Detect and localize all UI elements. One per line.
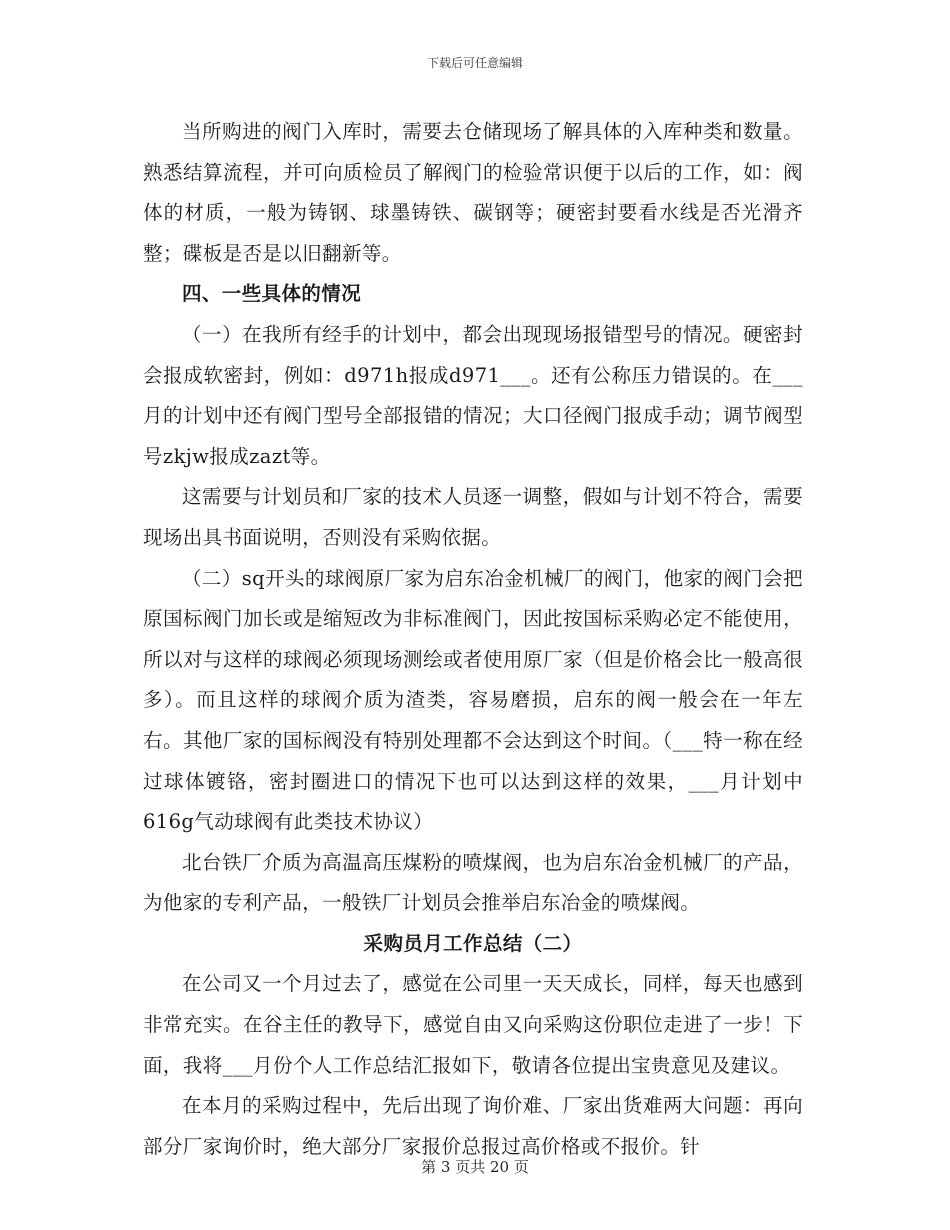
paragraph-adjustment: 这需要与计划员和厂家的技术人员逐一调整，假如与计划不符合，需要现场出具书面说明，否则没有采购依据。 <box>143 485 803 549</box>
page-header: 下载后可任意编辑 <box>426 56 523 70</box>
section-heading-specific-situations: 四、一些具体的情况 <box>182 282 362 306</box>
paragraph-warehouse: 当所购进的阀门入库时，需要去仓储现场了解具体的入库种类和数量。熟悉结算流程，并可向质检员了解阀门的检验常识便于以后的工作，如：阀体的材质，一般为铸钢、球墨铸铁、碳钢等；硬密封要看水线是否光滑齐整；碟板是否是以旧翻新等。 <box>143 120 803 265</box>
paragraph-beitai: 北台铁厂介质为高温高压煤粉的喷煤阀，也为启东冶金机械厂的产品，为他家的专利产品，一般铁厂计划员会推举启东冶金的喷煤阀。 <box>143 850 803 915</box>
document-body <box>143 112 803 1167</box>
paragraph-item-two: （二）sq开头的球阀原厂家为启东冶金机械厂的阀门，他家的阀门会把原国标阀门加长或是缩短改为非标准阀门，因此按国标采购必定不能使用，所以对与这样的球阀必须现场测绘或者使用原厂家（但是价格会比一般高很多）。而且这样的球阀介质为渣类，容易磨损，启东的阀一般会在一年左右。其他厂家的国标阀没有特别处理都不会达到这个时间。（___特一称在经过球体镀铬，密封圈进口的情况下也可以达到这样的效果，___月计划中616g气动球阀有此类技术协议） <box>143 566 803 834</box>
page-footer: 第 3 页共 20 页 <box>421 1158 529 1176</box>
paragraph-month-review: 在公司又一个月过去了，感觉在公司里一天天成长，同样，每天也感到非常充实。在谷主任的教导下，感觉自由又向采购这份职位走进了一步！下面，我将___月份个人工作总结汇报如下，敬请各位提出宝贵意见及建议。 <box>143 972 803 1077</box>
paragraph-item-one: （一）在我所有经手的计划中，都会出现现场报错型号的情况。硬密封会报成软密封，例如：d971h报成d971___。还有公称压力错误的。在___月的计划中还有阀门型号全部报错的情况；大口径阀门报成手动；调节阀型号zkjw报成zazt等。 <box>143 322 803 468</box>
paragraph-procurement-issues: 在本月的采购过程中，先后出现了询价难、厂家出货难两大问题：再向部分厂家询价时，绝大部分厂家报价总报过高价格或不报价。针 <box>143 1094 803 1158</box>
section-title-summary-two: 采购员月工作总结（二） <box>363 931 583 955</box>
